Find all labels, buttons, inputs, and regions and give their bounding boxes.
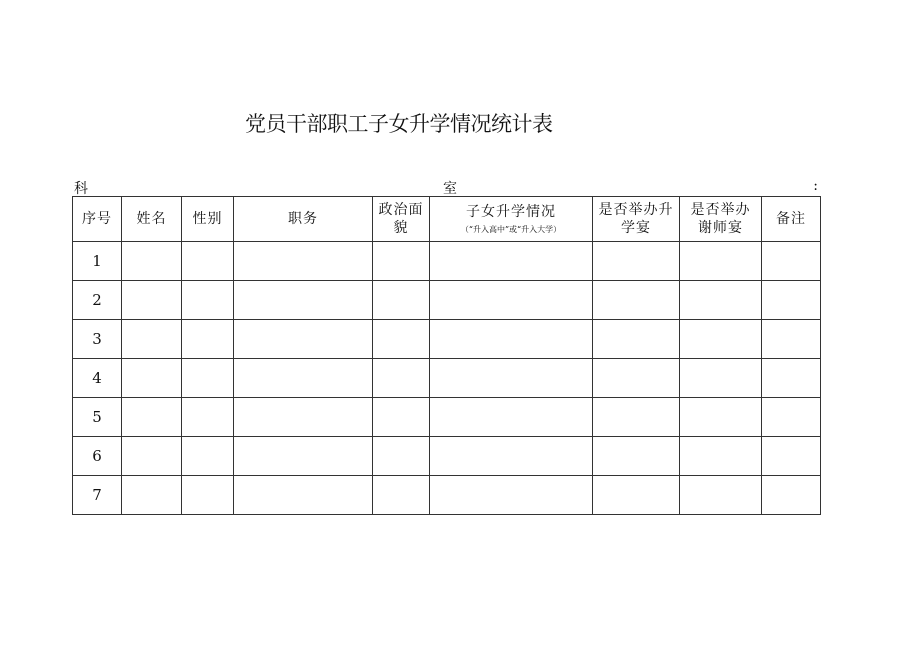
name-cell — [122, 359, 182, 398]
political-status-cell — [373, 281, 430, 320]
header-remarks: 备注 — [762, 197, 821, 242]
position-cell — [234, 476, 373, 515]
position-cell — [234, 242, 373, 281]
thanks-banquet-cell — [680, 242, 762, 281]
row-number: 3 — [73, 320, 122, 359]
row-number: 1 — [73, 242, 122, 281]
name-cell — [122, 437, 182, 476]
graduation-banquet-cell — [593, 359, 680, 398]
row-number: 5 — [73, 398, 122, 437]
header-banquet-line1: 是否举办升 — [598, 202, 674, 218]
header-graduation-banquet — [593, 197, 680, 242]
header-thanks-banquet — [680, 197, 762, 242]
graduation-banquet-cell — [593, 320, 680, 359]
table-row — [73, 281, 821, 320]
header-child-status — [430, 197, 593, 242]
name-cell — [122, 242, 182, 281]
graduation-banquet-cell — [593, 242, 680, 281]
gender-cell — [182, 437, 234, 476]
header-name: 姓名 — [122, 197, 182, 242]
table-row — [73, 242, 821, 281]
political-status-cell — [373, 359, 430, 398]
position-cell — [234, 437, 373, 476]
header-gender: 性别 — [182, 197, 234, 242]
row-number: 6 — [73, 437, 122, 476]
child-status-cell — [430, 398, 593, 437]
name-cell — [122, 398, 182, 437]
table-row — [73, 398, 821, 437]
gender-cell — [182, 320, 234, 359]
graduation-banquet-cell — [593, 281, 680, 320]
child-status-cell — [430, 437, 593, 476]
statistics-table — [72, 196, 821, 515]
department-label-shi: 室 — [443, 181, 457, 197]
table-row — [73, 359, 821, 398]
political-status-cell — [373, 437, 430, 476]
table-row — [73, 437, 821, 476]
row-number: 7 — [73, 476, 122, 515]
remarks-cell — [762, 437, 821, 476]
department-line — [72, 178, 820, 196]
table-row — [73, 320, 821, 359]
header-banquet-line2: 学宴 — [621, 220, 651, 236]
position-cell — [234, 281, 373, 320]
header-political-line1: 政治面 — [378, 202, 424, 218]
header-thanks-line2: 谢师宴 — [698, 220, 743, 236]
remarks-cell — [762, 242, 821, 281]
position-cell — [234, 359, 373, 398]
political-status-cell — [373, 242, 430, 281]
child-status-cell — [430, 476, 593, 515]
remarks-cell — [762, 320, 821, 359]
name-cell — [122, 320, 182, 359]
header-position: 职务 — [234, 197, 373, 242]
remarks-cell — [762, 281, 821, 320]
thanks-banquet-cell — [680, 476, 762, 515]
header-political-line2: 貌 — [393, 220, 409, 236]
table-header-row — [73, 197, 821, 242]
header-thanks-line1: 是否举办 — [690, 202, 751, 218]
gender-cell — [182, 242, 234, 281]
thanks-banquet-cell — [680, 437, 762, 476]
row-number: 2 — [73, 281, 122, 320]
table-row — [73, 476, 821, 515]
gender-cell — [182, 476, 234, 515]
graduation-banquet-cell — [593, 437, 680, 476]
header-child-status-label: 子女升学情况 — [466, 203, 556, 220]
name-cell — [122, 281, 182, 320]
gender-cell — [182, 359, 234, 398]
political-status-cell — [373, 476, 430, 515]
thanks-banquet-cell — [680, 320, 762, 359]
child-status-cell — [430, 281, 593, 320]
gender-cell — [182, 281, 234, 320]
department-label-ke: 科 — [74, 181, 88, 197]
political-status-cell — [373, 320, 430, 359]
remarks-cell — [762, 476, 821, 515]
position-cell — [234, 398, 373, 437]
position-cell — [234, 320, 373, 359]
thanks-banquet-cell — [680, 281, 762, 320]
document-title: 党员干部职工子女升学情况统计表 — [245, 112, 553, 136]
gender-cell — [182, 398, 234, 437]
remarks-cell — [762, 398, 821, 437]
thanks-banquet-cell — [680, 359, 762, 398]
header-political-status — [373, 197, 430, 242]
name-cell — [122, 476, 182, 515]
political-status-cell — [373, 398, 430, 437]
child-status-cell — [430, 359, 593, 398]
department-colon: : — [813, 178, 818, 194]
remarks-cell — [762, 359, 821, 398]
child-status-cell — [430, 320, 593, 359]
header-child-status-note: （“升入高中”或“升入大学） — [460, 224, 562, 234]
child-status-cell — [430, 242, 593, 281]
thanks-banquet-cell — [680, 398, 762, 437]
header-seq: 序号 — [73, 197, 122, 242]
graduation-banquet-cell — [593, 476, 680, 515]
graduation-banquet-cell — [593, 398, 680, 437]
row-number: 4 — [73, 359, 122, 398]
